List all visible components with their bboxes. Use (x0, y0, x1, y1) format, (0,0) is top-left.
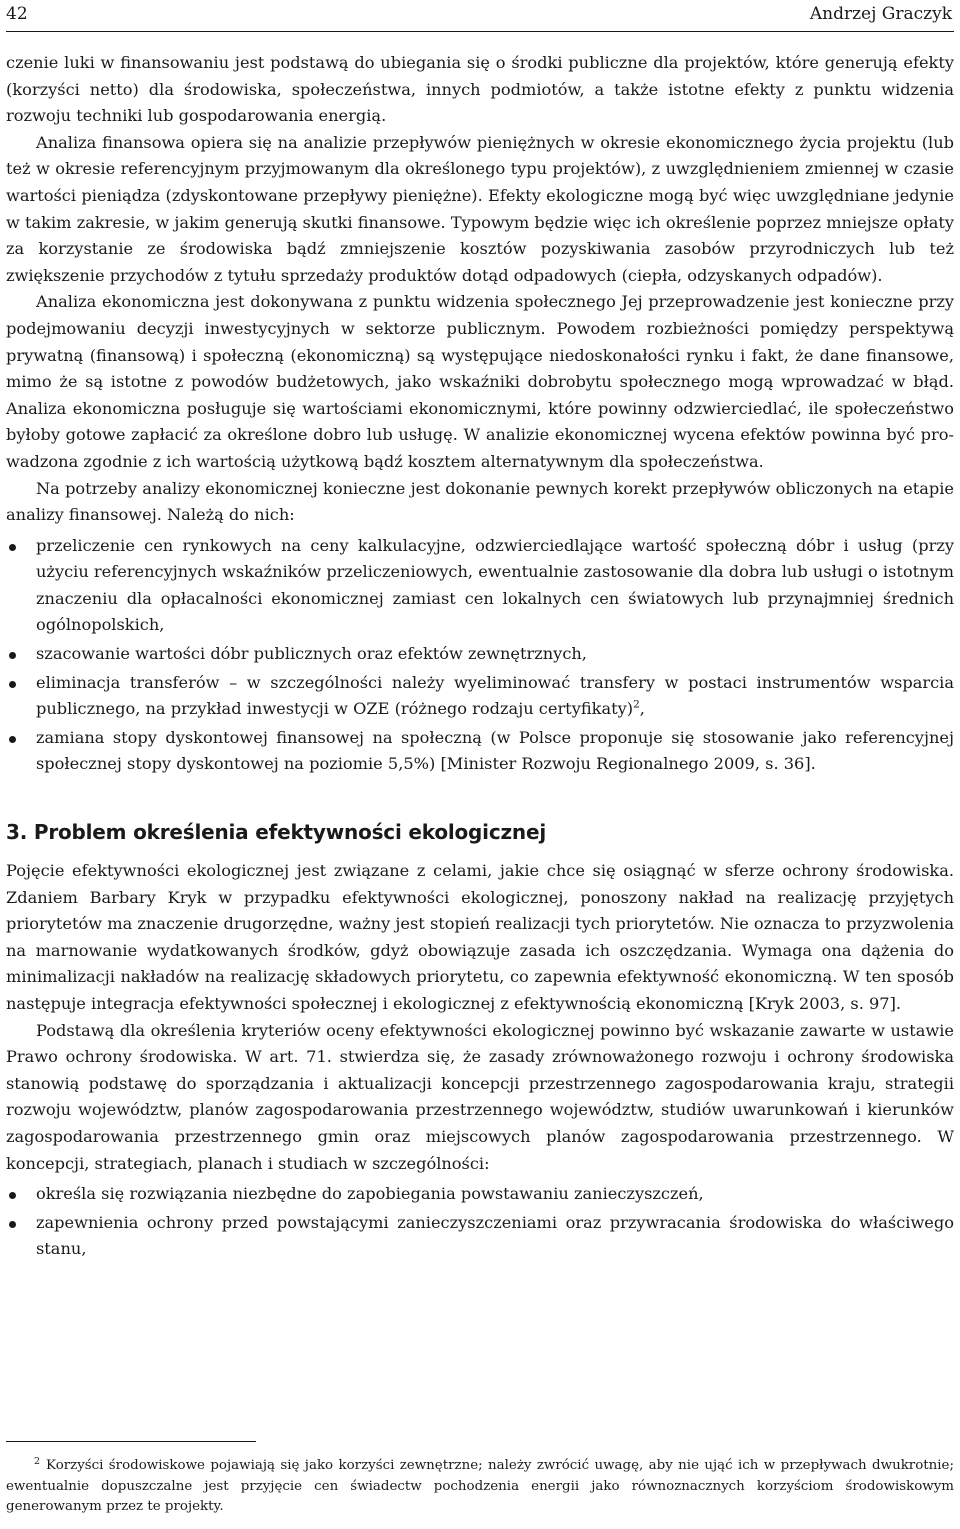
footnote-text: Korzyści środowiskowe pojawiają się jako korzyści zewnętrzne; należy zwrócić uwagę, aby nie ująć ich w przepływach dwukrotnie; ewentualnie dopuszczalne jest przyjęcie cen świadectw pochodzenia energii jako równoznacznych korzyściom środowiskowym generowanym przez te projekty. (6, 1458, 954, 1515)
bullet-icon (9, 1192, 16, 1199)
header-rule (6, 31, 954, 32)
paragraph: Analiza ekonomiczna jest dokonywana z punktu widzenia społecznego Jej przeprowadzenie jest konieczne przy podejmowaniu decyzji inwestycyjnych w sektorze publicznym. Powodem rozbieżności pomiędzy perspektywą prywatną (finansową) i społeczną (ekonomiczną) są występujące niedoskonałości rynku i fakt, że dane finansowe, mimo że są istotne z powodów budżetowych, jako wskaźniki dobrobytu społecznego mogą wprowadzać w błąd. Analiza ekonomiczna posługuje się wartościami ekonomicznymi, które powinny odzwierciedlać, ile społeczeństwo byłoby gotowe zapłacić za określone dobro lub usługę. W analizie ekonomicznej wycena efektów powinna być prowadzona zgodnie z ich wartością użytkową bądź kosztem alternatywnym dla społeczeństwa. (6, 292, 954, 471)
bullet-icon (9, 544, 16, 551)
main-text (6, 50, 954, 1265)
page-number: 42 (6, 4, 28, 24)
paragraph: czenie luki w finansowaniu jest podstawą do ubiegania się o środki publiczne dla projektów, które generują efekty (korzyści netto) dla środowiska, społeczeństwa, innych podmiotów, a także istotne efekty z punktu widzenia rozwoju techniki lub gospodarowania energią. (6, 53, 954, 126)
list-item-text: zamiana stopy dyskontowej finansowej na społeczną (w Polsce proponuje się stosowanie jako referencyjnej społecznej stopy dyskontowej na poziomie 5,5%) [Minister Rozwoju Regionalnego 2009, s. 36]. (36, 727, 954, 774)
bullet-icon (9, 1221, 16, 1228)
list-item-text: określa się rozwiązania niezbędne do zapobiegania powstawaniu zanieczyszczeń, (36, 1184, 704, 1204)
footnote-marker: 2 (34, 1455, 41, 1467)
list-item (6, 1210, 954, 1263)
running-header (6, 2, 954, 26)
footnotes (6, 1441, 954, 1518)
list-item (6, 1181, 954, 1208)
document-page (6, 0, 954, 1529)
list-item (6, 641, 954, 668)
footnote-reference[interactable]: 2 (633, 698, 640, 711)
bullet-list-corrections (6, 533, 954, 778)
list-item-text-tail: , (639, 699, 645, 719)
section-heading: 3. Problem określenia efektywności ekologicznej (6, 820, 546, 845)
paragraph: Analiza finansowa opiera się na analizie przepływów pieniężnych w okresie ekonomicznego życia projektu (lub też w okresie referencyjnym przyjmowanym dla określonego typu projektów), z uwzględnieniem zmiennej w czasie wartości pieniądza (zdyskontowane przepływy pieniężne). Efekty ekologiczne mogą być więc uwzględniane jedynie w takim zakresie, w jakim generują skutki finansowe. Typowym będzie więc ich określenie poprzez mniejsze opłaty za korzystanie ze środowiska bądź zmniejszenie kosztów pozyskiwania zasobów przyrodniczych lub też zwiększenie przychodów z tytułu sprzedaży produktów dotąd odpadowych (ciepła, odzyskanych odpadów). (6, 132, 954, 285)
footnote-rule (6, 1441, 256, 1442)
bullet-icon (9, 681, 16, 688)
list-item-text: szacowanie wartości dóbr publicznych oraz efektów zewnętrznych, (36, 644, 587, 664)
paragraph: Podstawą dla określenia kryteriów oceny efektywności ekologicznej powinno być wskazanie zawarte w ustawie Prawo ochrony środowiska. W art. 71. stwierdza się, że zasady zrównoważonego rozwoju i ochrony środowiska stanowią podstawę do sporządzania i aktualizacji koncepcji przestrzennego zagospodarowania kraju, strategii rozwoju województw, planów zagospodarowania przestrzennego województw, studiów uwarunkowań i kierunków zagospodarowania przestrzennego gmin oraz miejscowych planów zagospodarowania przestrzennego. W koncepcji, strategiach, planach i studiach w szczególności: (6, 1020, 954, 1173)
footnote (6, 1456, 954, 1518)
list-item-text: przeliczenie cen rynkowych na ceny kalkulacyjne, odzwierciedlające wartość społeczną dóbr i usług (przy użyciu referencyjnych wskaźników przeliczeniowych, ewentualnie zastosowanie dla dobra lub usługi o istotnym znaczeniu dla opłacalności ekonomicznej zamiast cen lokalnych cen światowych lub przynajmniej średnich ogólnopolskich, (36, 535, 954, 635)
list-item (6, 533, 954, 639)
bullet-icon (9, 736, 16, 743)
bullet-icon (9, 652, 16, 659)
list-item (6, 725, 954, 778)
paragraph: Na potrzeby analizy ekonomicznej konieczne jest dokonanie pewnych korekt przepływów obliczonych na etapie analizy finansowej. Należą do nich: (6, 478, 954, 525)
list-item (6, 670, 954, 723)
bullet-list-requirements (6, 1181, 954, 1263)
paragraph: Pojęcie efektywności ekologicznej jest związane z celami, jakie chce się osiągnąć w sferze ochrony środowiska. Zdaniem Barbary Kryk w przypadku efektywności ekologicznej, ponoszony nakład na realizację przyjętych priorytetów ma znaczenie drugorzędne, ważny jest stopień realizacji tych priorytetów. Nie oznacza to przyzwolenia na marnowanie wydatkowanych środków, gdyż obowiązuje zasada ich oszczędzania. Wymaga ona dążenia do minimalizacji nakładów na realizację składowych priorytetu, co zapewnia efektywność ekonomiczną. W ten sposób następuje integracja efektywności społecznej i ekologicznej z efektywnością ekonomiczną [Kryk 2003, s. 97]. (6, 861, 954, 1013)
running-header-author: Andrzej Graczyk (809, 4, 952, 24)
list-item-text: zapewnienia ochrony przed powstającymi zanieczyszczeniami oraz przywracania środowiska do właściwego stanu, (36, 1212, 954, 1259)
list-item-text: eliminacja transferów – w szczególności należy wyeliminować transfery w postaci instrumentów wsparcia publicznego, na przykład inwestycji w OZE (różnego rodzaju certyfikaty) (36, 672, 954, 719)
